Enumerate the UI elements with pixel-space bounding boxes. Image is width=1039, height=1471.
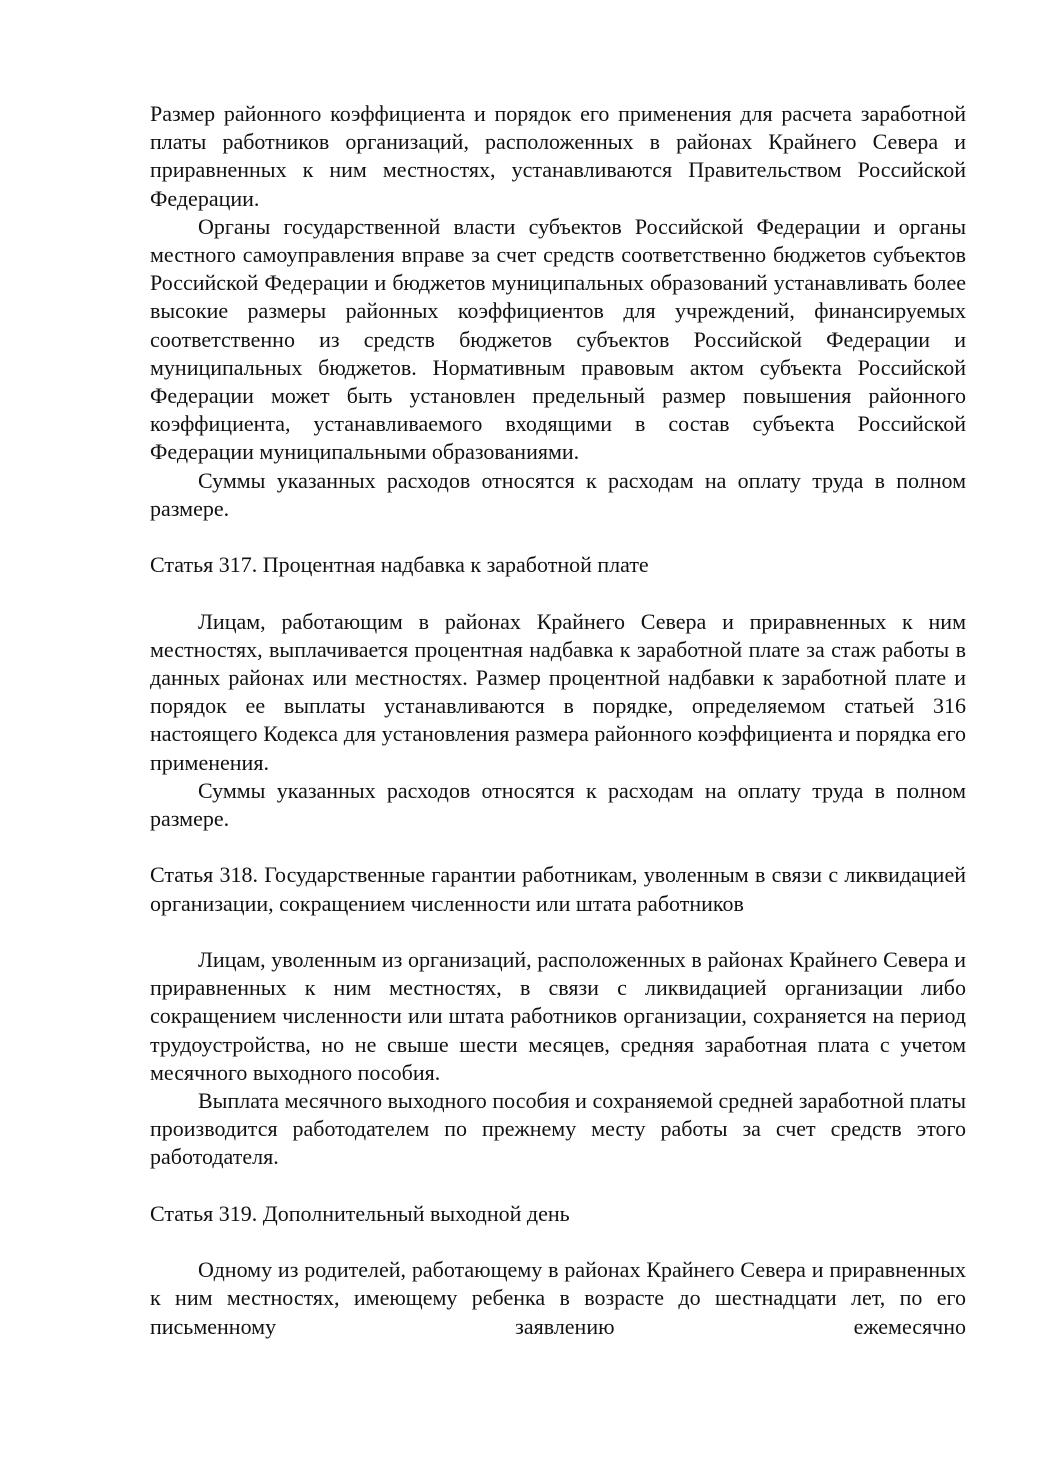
article-heading-319: Статья 319. Дополнительный выходной день bbox=[150, 1200, 570, 1226]
paragraph-expenses-note: Суммы указанных расходов относятся к расходам на оплату труда в полном размере. bbox=[150, 467, 966, 521]
article-heading-317: Статья 317. Процентная надбавка к заработной плате bbox=[150, 552, 649, 578]
paragraph-severance-payment: Выплата месячного выходного пособия и сохраняемой средней заработной платы производится работодателем по прежнему месту работы за счет средств этого работодателя. bbox=[150, 1088, 966, 1170]
article-heading-318: Статья 318. Государственные гарантии работникам, уволенным в связи с ликвидацией организации, сокращением численности или штата работников bbox=[150, 862, 966, 916]
spacer bbox=[150, 1228, 966, 1256]
document-page bbox=[150, 100, 966, 1341]
paragraph-dismissed-workers: Лицам, уволенным из организаций, расположенных в районах Крайнего Севера и приравненных к ним местностях, в связи с ликвидацией организации либо сокращением численности или штата работников организации, сохраняется на период трудоустройства, но не свыше шести месяцев, средняя заработная плата с учетом месячного выходного пособия. bbox=[150, 947, 966, 1085]
paragraph-percentage-bonus: Лицам, работающим в районах Крайнего Севера и приравненных к ним местностях, выплачивается процентная надбавка к заработной плате за стаж работы в данных районах или местностях. Размер процентной надбавки к заработной плате и порядок ее выплаты устанавливаются в порядке, определяемом статьей 316 настоящего Кодекса для установления размера районного коэффициента и порядка его применения. bbox=[150, 608, 966, 775]
spacer bbox=[150, 918, 966, 946]
spacer bbox=[150, 833, 966, 861]
paragraph-expenses-note: Суммы указанных расходов относятся к расходам на оплату труда в полном размере. bbox=[150, 777, 966, 832]
paragraph-additional-day-off: Одному из родителей, работающему в районах Крайнего Севера и приравненных к ним местностях, имеющему ребенка в возрасте до шестнадцати лет, по его письменному заявлению ежемесячно bbox=[150, 1257, 966, 1339]
spacer bbox=[150, 523, 966, 551]
paragraph-regional-authorities: Органы государственной власти субъектов Российской Федерации и органы местного самоуправления вправе за счет средств соответственно бюджетов субъектов Российской Федерации и бюджетов муниципальных образований устанавливать более высокие размеры районных коэффициентов для учреждений, финансируемых соответственно из средств бюджетов субъектов Российской Федерации и муниципальных бюджетов. Нормативным правовым актом субъекта Российской Федерации может быть установлен предельный размер повышения районного коэффициента, устанавливаемого входящими в состав субъекта Российской Федерации муниципальными образованиями. bbox=[150, 213, 966, 465]
spacer bbox=[150, 1172, 966, 1200]
paragraph-district-coefficient: Размер районного коэффициента и порядок его применения для расчета заработной платы работников организаций, расположенных в районах Крайнего Севера и приравненных к ним местностях, устанавливаются Правительством Российской Федерации. bbox=[150, 101, 966, 211]
spacer bbox=[150, 579, 966, 607]
